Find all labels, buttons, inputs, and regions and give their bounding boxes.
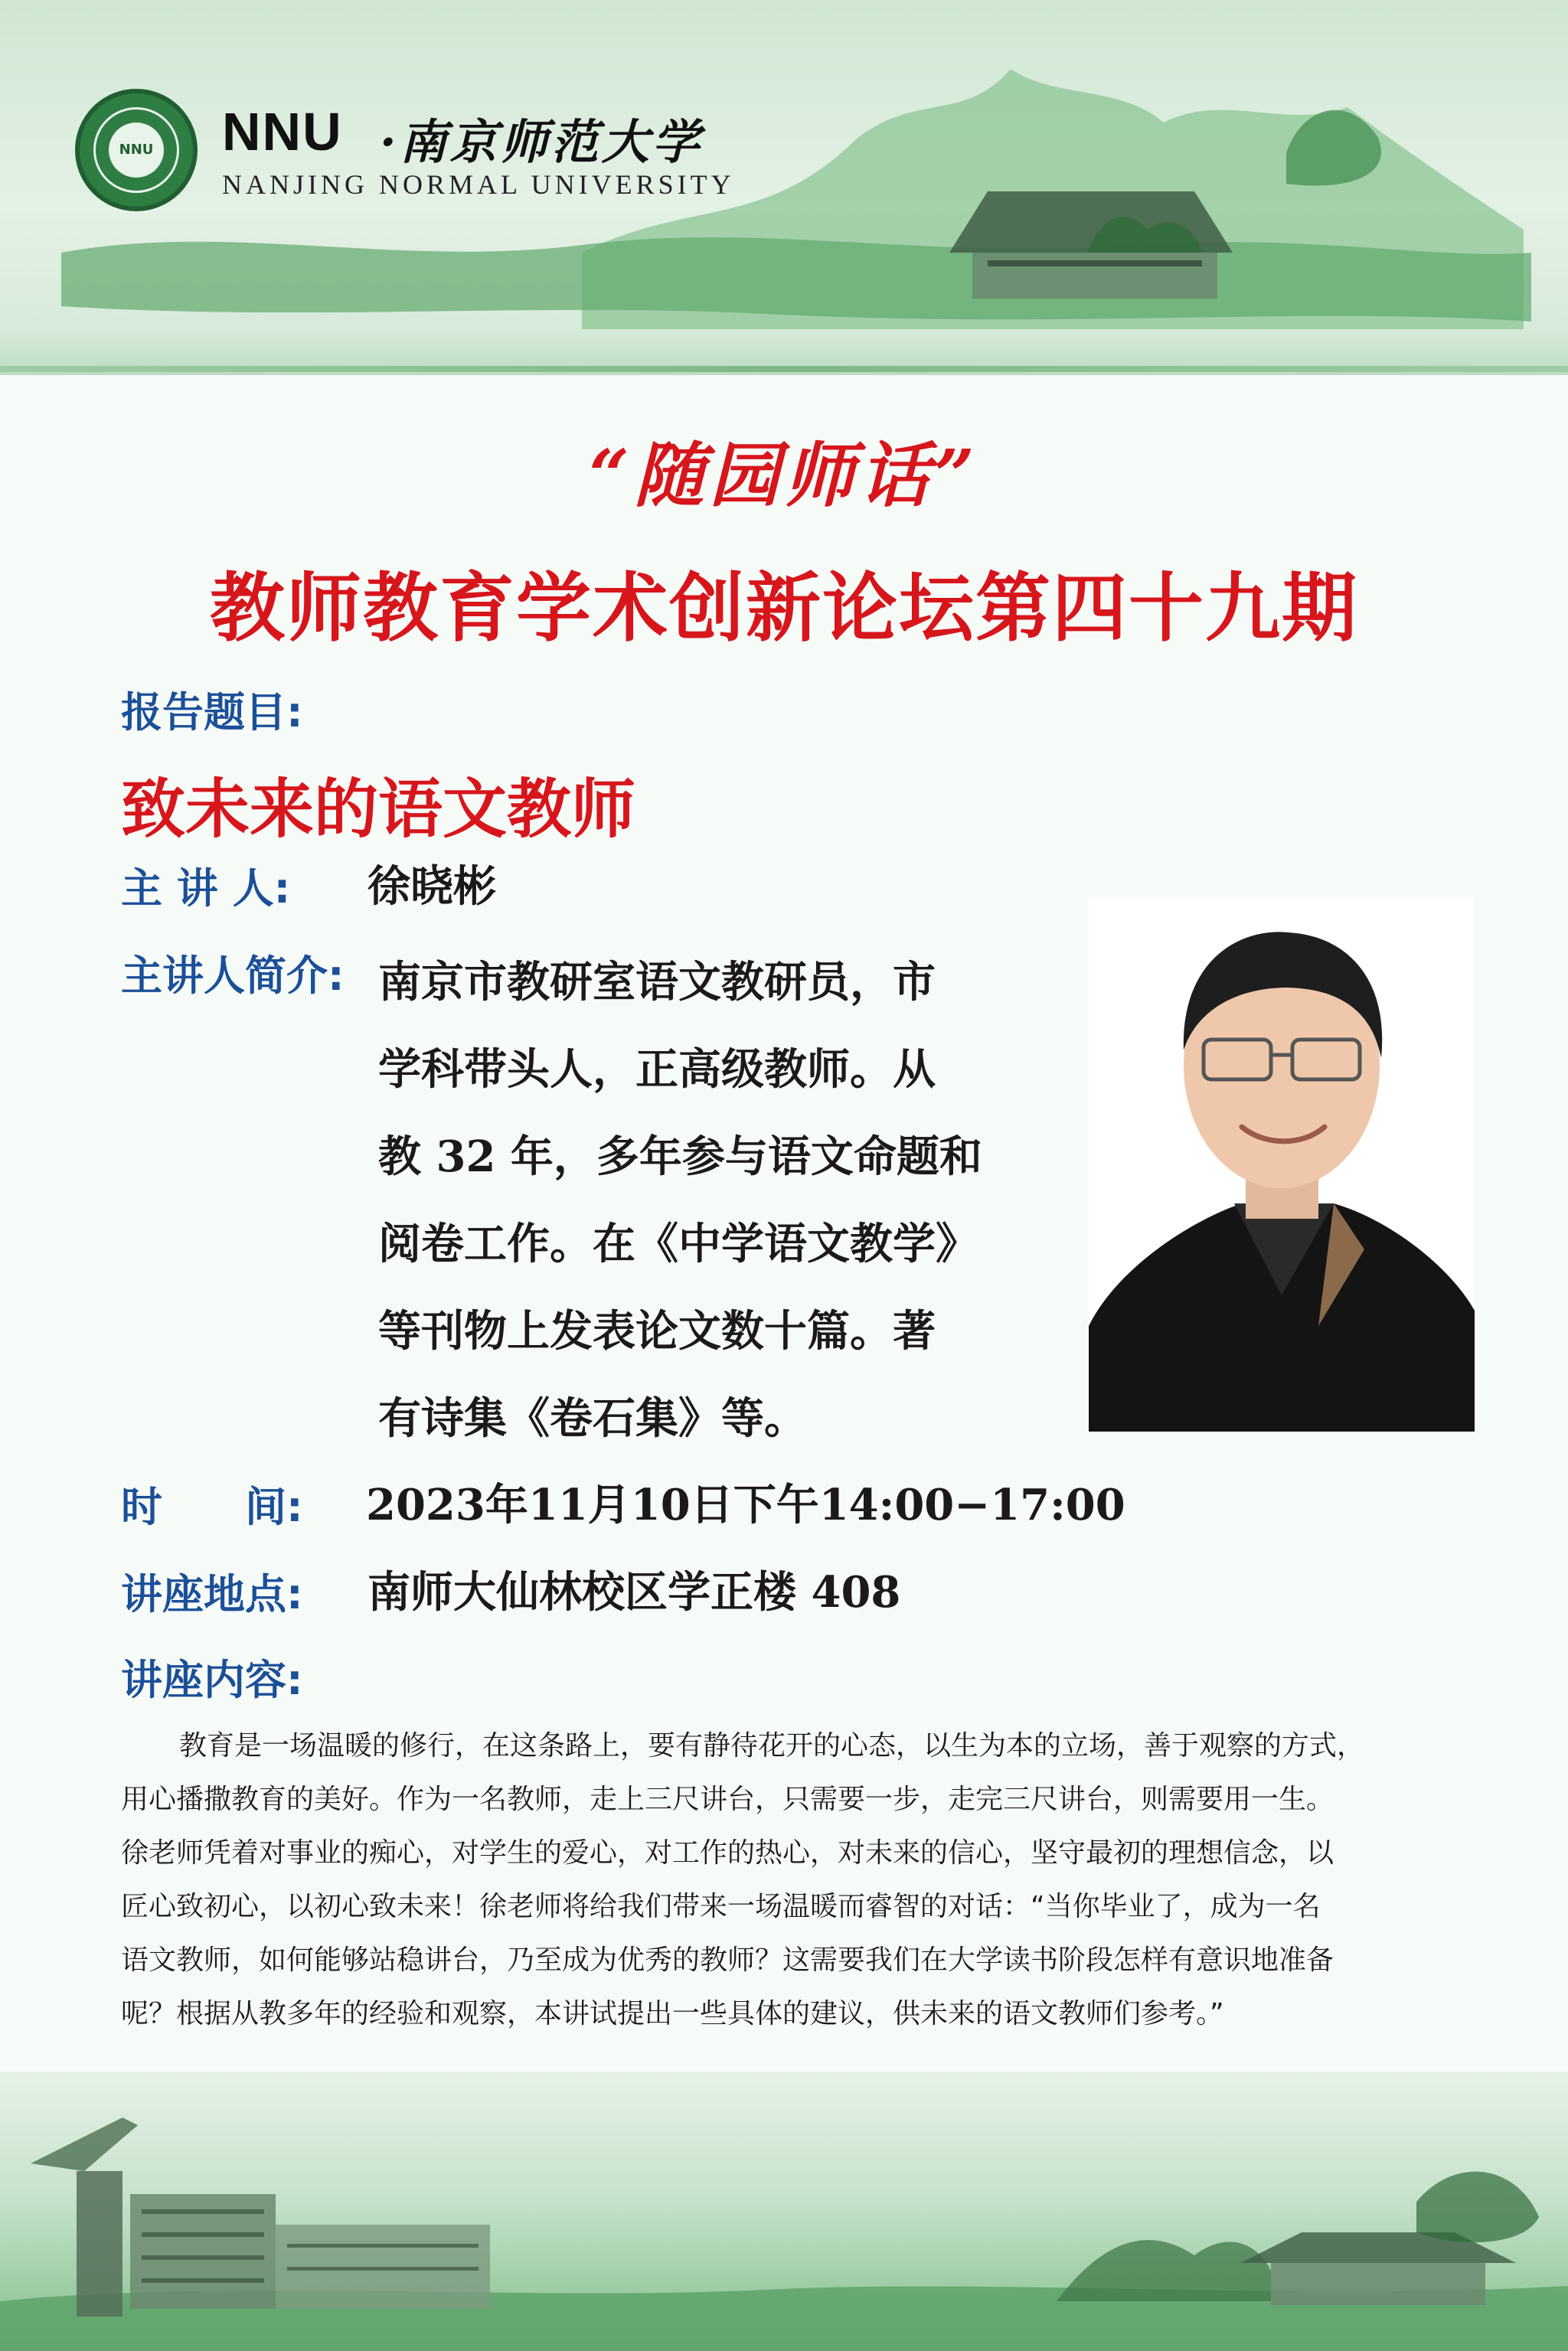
time-label: 时 间: — [121, 1483, 303, 1531]
header-banner — [0, 0, 1568, 375]
venue-label: 讲座地点: — [121, 1570, 303, 1618]
speaker-portrait-illustration — [1089, 897, 1475, 1432]
bio-label: 主讲人简介: — [121, 952, 345, 1000]
bio-line: 学科带头人，正高级教师。从 — [378, 1044, 936, 1095]
topic-title: 致未来的语文教师 — [121, 771, 636, 847]
series-title: “随园师话” — [589, 434, 979, 517]
venue-value: 南师大仙林校区学正楼 408 — [368, 1567, 901, 1618]
bio-line: 阅卷工作。在《中学语文教学》 — [378, 1219, 978, 1269]
description-line: 徐老师凭着对事业的痴心，对学生的爱心，对工作的热心，对未来的信心，坚守最初的理想信念，以 — [121, 1837, 1334, 1869]
logo-english-name: NANJING NORMAL UNIVERSITY — [222, 169, 735, 200]
description-line: 呢？根据从教多年的经验和观察，本讲试提出一些具体的建议，供未来的语文教师们参考。” — [121, 1998, 1224, 2029]
footer-campus-illustration — [0, 2072, 1568, 2351]
topic-label: 报告题目: — [121, 688, 303, 736]
bio-line: 南京市教研室语文教研员，市 — [378, 957, 936, 1007]
bio-line: 教 32 年，多年参与语文命题和 — [378, 1131, 982, 1182]
bio-line: 有诗集《卷石集》等。 — [378, 1393, 807, 1444]
footer-banner — [0, 2072, 1568, 2351]
speaker-photo — [1089, 897, 1475, 1432]
description-line: 用心播撒教育的美好。作为一名教师，走上三尺讲台，只需要一步，走完三尺讲台，则需要用一生。 — [121, 1784, 1334, 1815]
time-value: 2023年11月10日下午14:00−17:00 — [366, 1480, 1125, 1530]
speaker-label: 主 讲 人: — [121, 864, 291, 913]
description-line: 语文教师，如何能够站稳讲台，乃至成为优秀的教师？这需要我们在大学读书阶段怎样有意识地准备 — [121, 1944, 1334, 1976]
header-divider — [0, 366, 1568, 372]
seal-center: NNU — [109, 122, 164, 178]
bio-line: 等刊物上发表论文数十篇。著 — [378, 1306, 936, 1357]
lecture-description — [121, 1719, 1453, 2041]
logo-abbreviation: NNU — [222, 102, 343, 162]
logo-chinese-name: ·南京师范大学 — [380, 114, 703, 170]
forum-title: 教师教育学术创新论坛第四十九期 — [209, 564, 1358, 652]
speaker-name: 徐晓彬 — [368, 861, 496, 912]
speaker-bio — [378, 939, 1052, 1462]
content-label: 讲座内容: — [121, 1656, 303, 1704]
university-seal-logo — [75, 89, 198, 211]
description-line: 匠心致初心，以初心致未来！徐老师将给我们带来一场温暖而睿智的对话：“当你毕业了，成为一名 — [121, 1891, 1321, 1922]
description-line: 教育是一场温暖的修行，在这条路上，要有静待花开的心态，以生为本的立场，善于观察的方式， — [179, 1730, 1365, 1762]
